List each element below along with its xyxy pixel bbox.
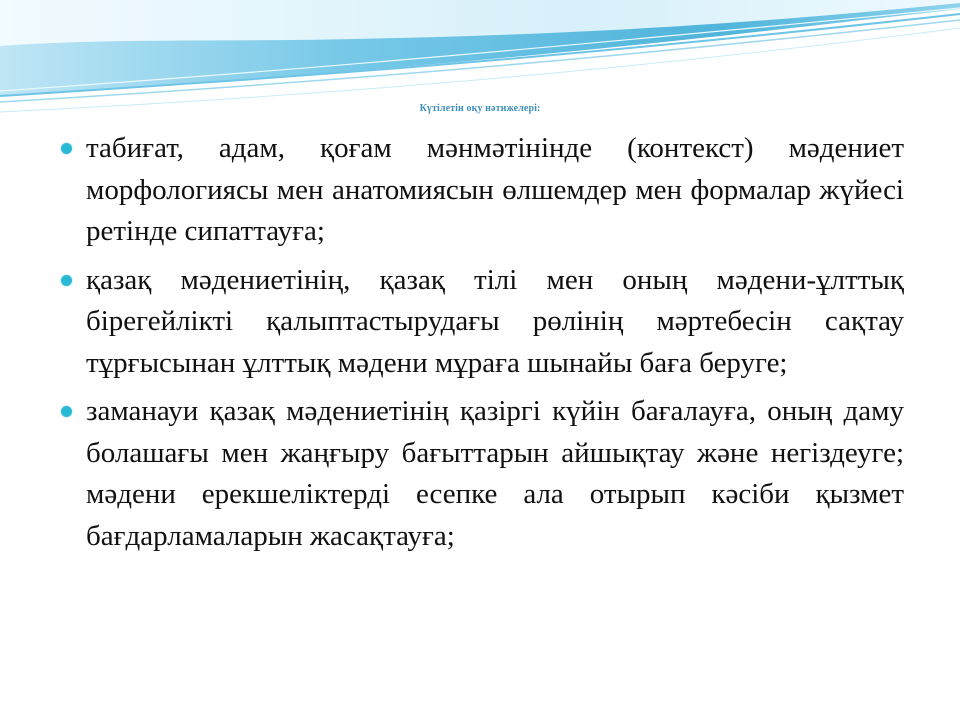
wave-header-decoration: [0, 0, 960, 120]
bullet-dot-icon: [61, 143, 72, 154]
bullet-text: қазақ мәдениетінің, қазақ тілі мен оның мәдени-ұлттық бірегейлікті қалыптастырудағы рөлінің мәртебесін сақтау тұрғысынан ұлттық мәдени мұраға шынайы баға беруге;: [86, 263, 904, 379]
bullet-list: [58, 128, 904, 564]
bullet-dot-icon: [61, 275, 72, 286]
bullet-item: [58, 391, 904, 557]
slide-title: Күтілетін оқу нәтижелері:: [419, 103, 541, 114]
bullet-text: табиғат, адам, қоғам мәнмәтінінде (контекст) мәдениет морфологиясы мен анатомиясын өлшемдер мен формалар жүйесі ретінде сипаттауға;: [86, 132, 904, 247]
bullet-text: заманауи қазақ мәдениетінің қазіргі күйін бағалауға, оның даму болашағы мен жаңғыру бағыттарын айшықтау және негіздеуге; мәдени ерекшеліктерді есепке ала отырып кәсіби қызмет бағдарламаларын жасақтауға;: [86, 395, 904, 552]
bullet-item: [58, 260, 904, 385]
bullet-dot-icon: [61, 406, 72, 417]
bullet-item: [58, 128, 904, 253]
